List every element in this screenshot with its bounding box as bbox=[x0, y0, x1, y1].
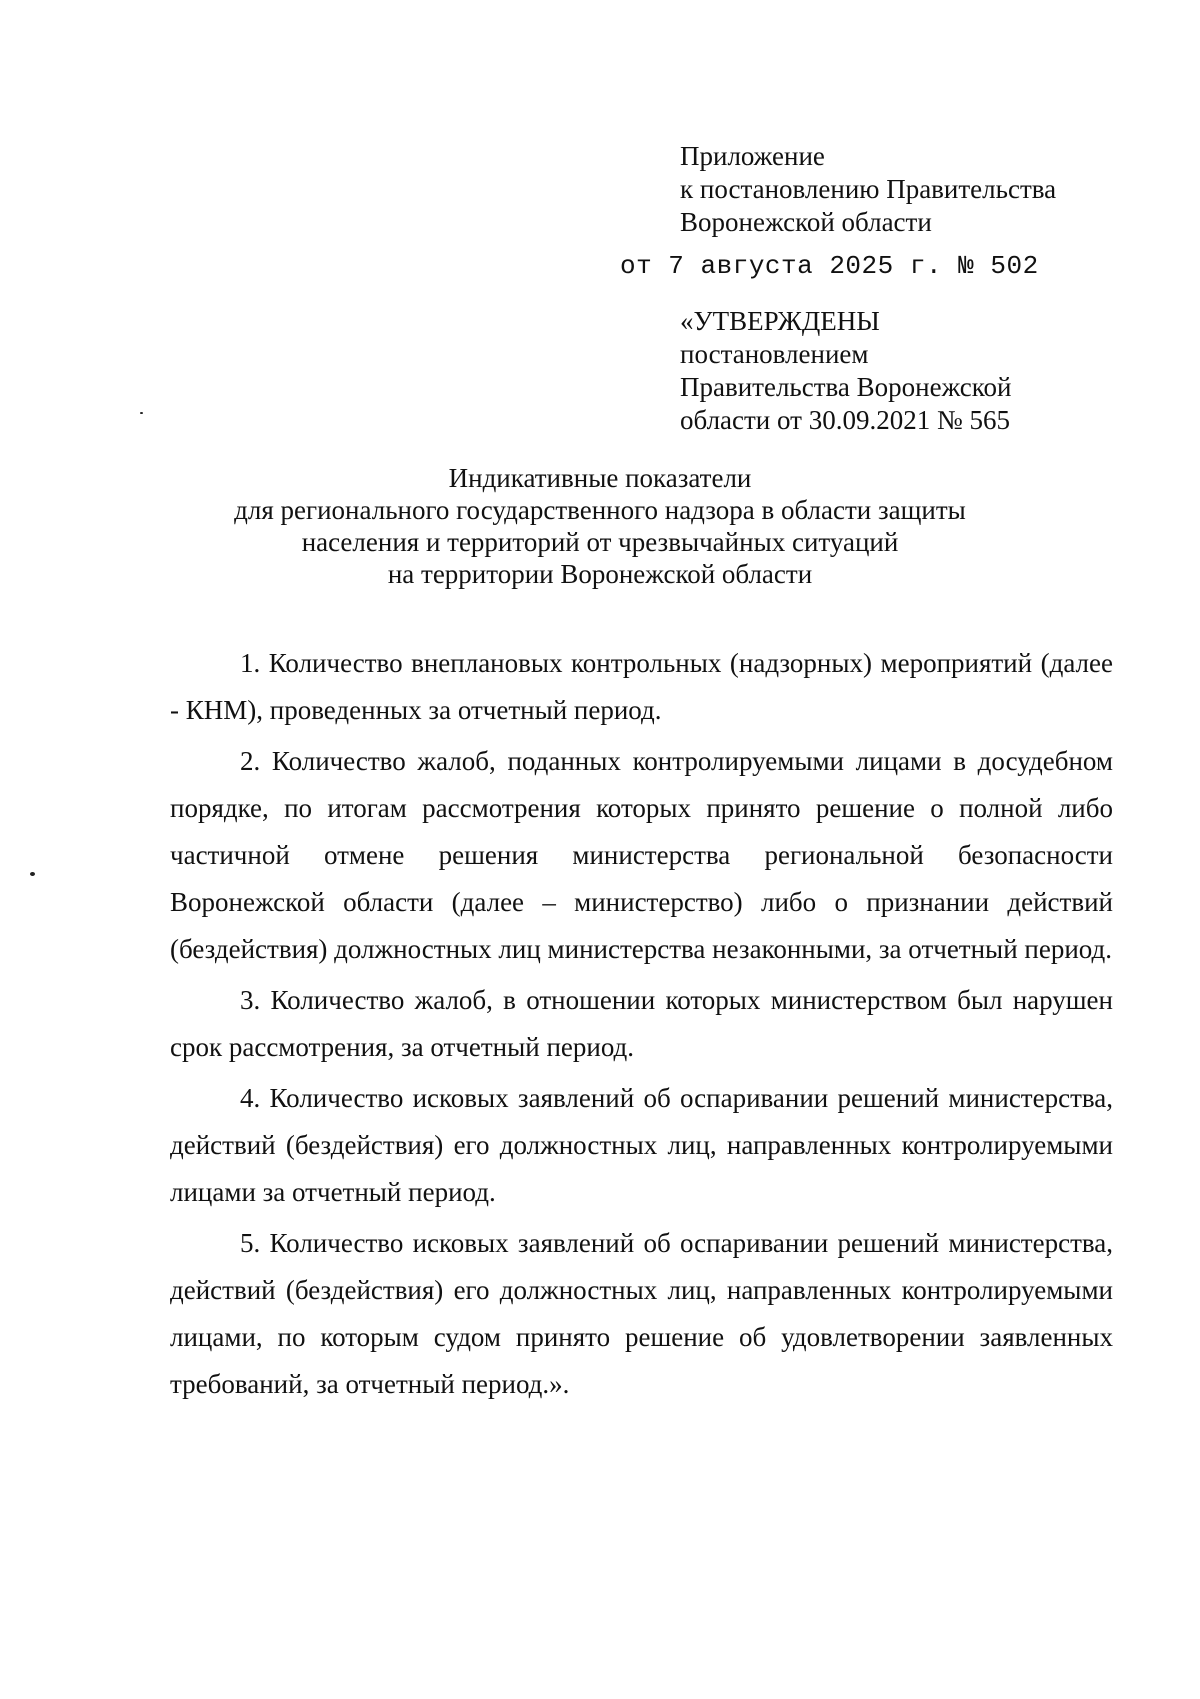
indicator-item: 5. Количество исковых заявлений об оспаривании решений министерства, действий (бездействия) его должностных лиц, направленных контролируемыми лицами, по которым судом принято решение об удовлетворении заявленных требований, за отчетный период.». bbox=[170, 1228, 1113, 1399]
appendix-line-3: Воронежской области bbox=[680, 207, 932, 237]
title-line-4: на территории Воронежской области bbox=[387, 559, 813, 589]
resolution-date-number: от 7 августа 2025 г. № 502 bbox=[620, 251, 1039, 281]
indicator-item: 1. Количество внеплановых контрольных (надзорных) мероприятий (далее - КНМ), проведенных за отчетный период. bbox=[170, 648, 1113, 725]
approved-line-4: области от 30.09.2021 № 565 bbox=[680, 405, 1010, 435]
indicator-list bbox=[170, 640, 1113, 1412]
indicator-item: 2. Количество жалоб, поданных контролируемыми лицами в досудебном порядке, по итогам рассмотрения которых принято решение о полной либо частичной отмене решения министерства региональной безопасности Воронежской области (далее – министерство) либо о признании действий (бездействия) должностных лиц министерства незаконными, за отчетный период. bbox=[170, 746, 1113, 964]
indicator-item: 3. Количество жалоб, в отношении которых министерством был нарушен срок рассмотрения, за отчетный период. bbox=[170, 985, 1113, 1062]
appendix-header bbox=[680, 140, 1056, 239]
appendix-line-2: к постановлению Правительства bbox=[680, 174, 1057, 204]
title-line-3: населения и территорий от чрезвычайных ситуаций bbox=[301, 527, 899, 557]
scan-speck bbox=[30, 872, 35, 876]
approved-line-2: постановлением bbox=[680, 339, 869, 369]
approved-block bbox=[680, 305, 1011, 437]
approved-line-1: «УТВЕРЖДЕНЫ bbox=[680, 306, 880, 336]
appendix-line-1: Приложение bbox=[680, 141, 825, 171]
document-title bbox=[150, 462, 1050, 590]
title-line-1: Индикативные показатели bbox=[448, 463, 752, 493]
approved-line-3: Правительства Воронежской bbox=[680, 372, 1012, 402]
scan-speck bbox=[140, 412, 143, 414]
indicator-item: 4. Количество исковых заявлений об оспаривании решений министерства, действий (бездействия) его должностных лиц, направленных контролируемыми лицами за отчетный период. bbox=[170, 1083, 1113, 1207]
title-line-2: для регионального государственного надзора в области защиты bbox=[234, 495, 966, 525]
